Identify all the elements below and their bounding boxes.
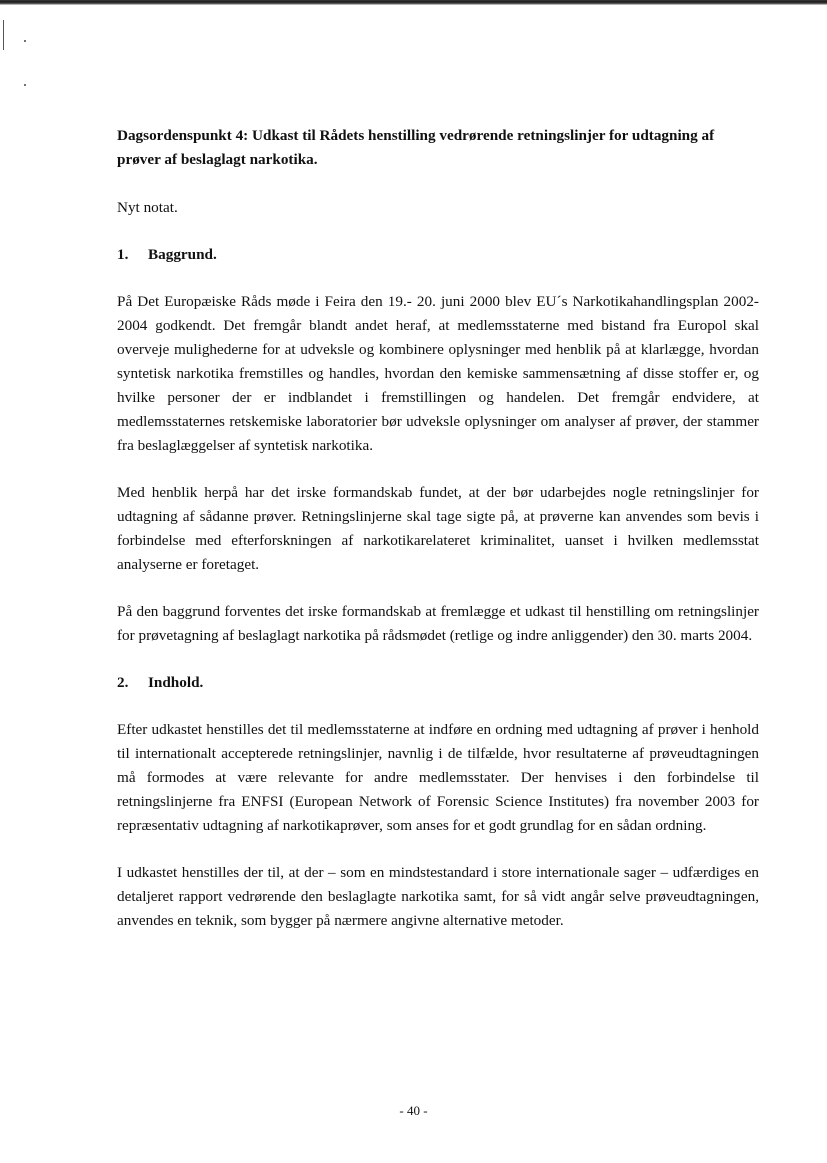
section-number: 1. [117,246,129,263]
scan-speck [24,40,26,42]
agenda-item-heading: Dagsordenspunkt 4: Udkast til Rådets henstilling vedrørende retningslinjer for udtagning af prøver af beslaglagt narkotika. [117,127,715,168]
section-title: Indhold. [148,674,204,691]
section-number: 2. [117,674,129,691]
section-title: Baggrund. [148,246,217,263]
section-heading-background [117,243,759,267]
paragraph: Med henblik herpå har det irske formandskab fundet, at der bør udarbejdes nogle retningslinjer for udtagning af sådanne prøver. Retningslinjerne skal tage sigte på, at prøverne kan anvendes som bevis i forbindelse med efterforskningen af narkotikarelateret kriminalitet, uanset i hvilken medlemsstat analyserne er foretaget. [117,484,759,573]
scan-speck [24,84,26,86]
paragraph: På den baggrund forventes det irske formandskab at fremlægge et udkast til henstilling om retningslinjer for prøvetagning af beslaglagt narkotika på rådsmødet (retlige og indre anliggender) den 30. marts 2004. [117,603,759,644]
scan-left-line [3,20,4,50]
paragraph: Efter udkastet henstilles det til medlemsstaterne at indføre en ordning med udtagning af prøver i henhold til internationalt accepterede retningslinjer, navnlig i de tilfælde, hvor resultaterne af prøveudtagningen må formodes at være relevante for andre medlemsstater. Der henvises i den forbindelse til retningslinjerne fra ENFSI (European Network of Forensic Science Institutes) fra november 2003 for repræsentativ udtagning af narkotikaprøver, som anses for et godt grundlag for en sådan ordning. [117,721,759,834]
paragraph: I udkastet henstilles der til, at der – som en mindstestandard i store internationale sager – udfærdiges en detaljeret rapport vedrørende den beslaglagte narkotika samt, for så vidt angår selve prøveudtagningen, anvendes en teknik, som bygger på nærmere angivne alternative metoder. [117,864,759,929]
document-body [117,124,759,933]
section-heading-content [117,671,759,695]
page-number: - 40 - [399,1103,428,1118]
scan-top-border [0,0,827,5]
paragraph: På Det Europæiske Råds møde i Feira den 19.- 20. juni 2000 blev EU´s Narkotikahandlingsplan 2002-2004 godkendt. Det fremgår blandt andet heraf, at medlemsstaterne med bistand fra Europol skal overveje mulighederne for at udveksle og kombinere oplysninger med henblik på at klarlægge, hvordan syntetisk narkotika fremstilles og handles, hvordan den kemiske sammensætning af disse stoffer er, og hvilke personer der er indblandet i fremstillingen og handelen. Det fremgår endvidere, at medlemsstaternes retskemiske laboratorier bør udveksle oplysninger om analyser af prøver, der stammer fra beslaglæggelser af syntetisk narkotika. [117,293,759,454]
note-label: Nyt notat. [117,199,178,216]
